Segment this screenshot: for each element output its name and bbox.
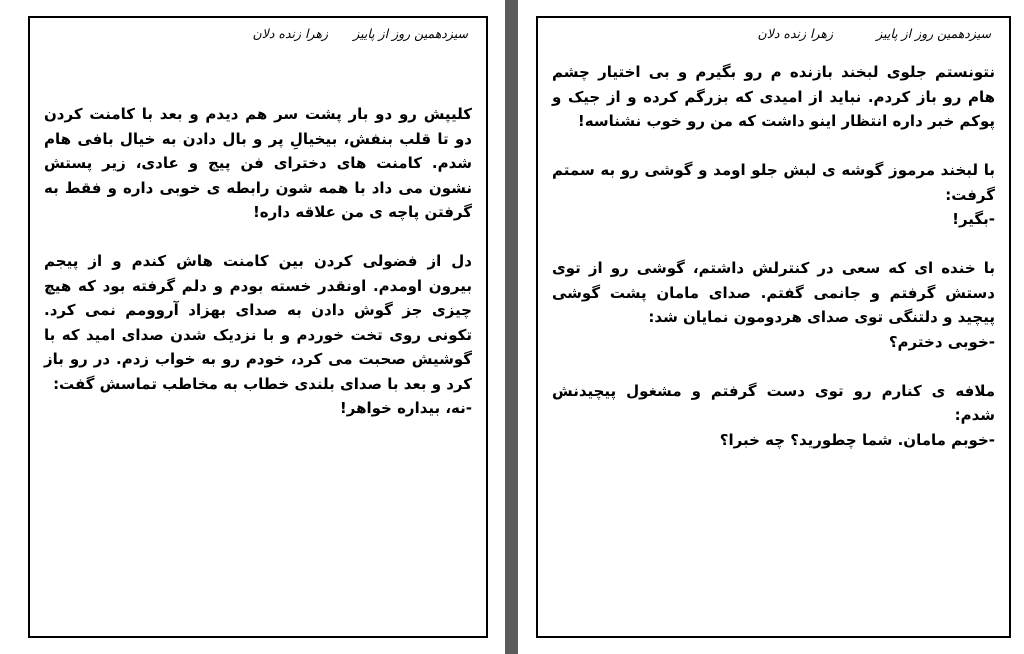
page-header xyxy=(556,26,991,46)
page-header xyxy=(48,26,468,46)
header-author: زهرا زنده دلان xyxy=(757,26,833,41)
page-right xyxy=(536,16,1011,638)
paragraph: دل از فضولی کردن بین کامنت هاش کندم و از پیجم بیرون اومدم. اونقدر خسته بودم و دلم گرفته بود که هیچ چیزی جز گوش دادن به صدای بهزاد آروومم نمی کرد. تکونی روی تخت خوردم و با نزدیک شدن صدای امید که با گوشیش صحبت می کرد، خودم رو به خواب زدم. در رو باز کرد و بعد با صدای بلندی خطاب به مخاطب تماسش گفت: -نه، بیداره خواهر! xyxy=(44,252,472,417)
paragraph: کلیپش رو دو بار پشت سر هم دیدم و بعد با کامنت کردن دو تا قلب بنفش، بیخیالِ پر و بال دادن به خیال بافی هام شدم. کامنت های دخترای فن پیج و عادی، زیر پستش نشون می داد با همه شون رابطه ی خوبی داره و فقط به گرفتن پاچه ی من علاقه داره! xyxy=(44,105,472,221)
page-body xyxy=(552,60,995,452)
page-divider xyxy=(505,0,518,654)
header-series-title: سیزدهمین روز از پاییز xyxy=(353,26,468,41)
page-body xyxy=(44,102,472,421)
paragraph: ملافه ی کنارم رو توی دست گرفتم و مشغول پیچیدنش شدم: -خوبم مامان. شما چطورید؟ چه خبرا؟ xyxy=(552,381,995,449)
header-author: زهرا زنده دلان xyxy=(252,26,328,41)
paragraph: با لبخند مرموز گوشه ی لبش جلو اومد و گوشی رو به سمتم گرفت: -بگیر! xyxy=(552,161,995,228)
paragraph: نتونستم جلوی لبخند بازنده م رو بگیرم و بی اختیار چشم هام رو باز کردم. نباید از امیدی که بزرگم کرده و از جیک و پوکم خبر داره انتظار اینو داشت که من رو خوب نشناسه! xyxy=(552,63,995,130)
header-series-title: سیزدهمین روز از پاییز xyxy=(876,26,991,41)
page-left xyxy=(28,16,488,638)
paragraph: با خنده ای که سعی در کنترلش داشتم، گوشی رو از توی دستش گرفتم و جانمی گفتم. صدای مامان پشت گوشی پیچید و دلتنگی توی صدای هردومون نمایان شد: -خوبی دخترم؟ xyxy=(552,259,995,351)
